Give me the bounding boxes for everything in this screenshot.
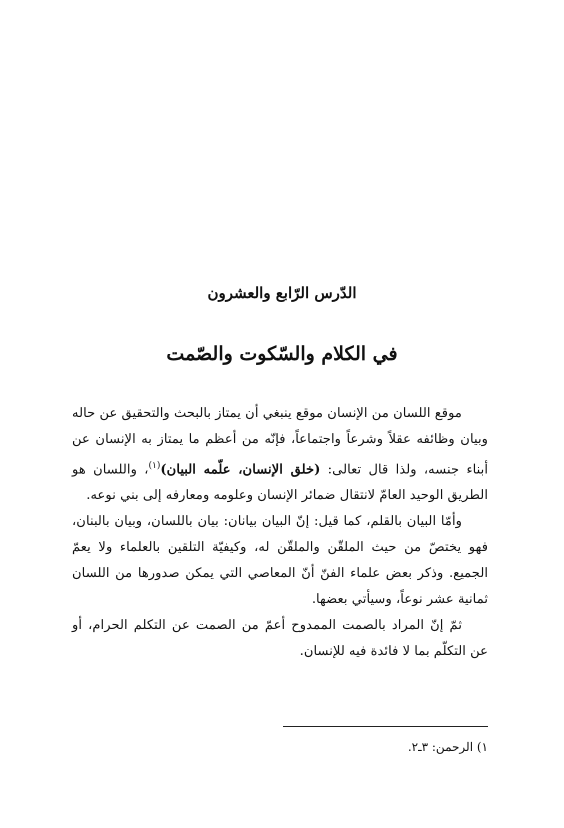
paragraph-1 — [72, 401, 488, 509]
paragraph-2: وأمّا البيان بالقلم، كما قيل: إنّ البيان بيانان: بيان باللسان، وبيان بالبنان، فهو يختصّ من حيث الملقّن والملقّن له، وكيفيّة التلقين بالعلماء ولا يعمّ الجميع. وذكر بعض علماء الفنّ أنّ المعاصي التي يمكن صدورها من اللسان ثمانية عشر نوعاً، وسيأتي بعضها. — [72, 514, 488, 608]
lesson-title: الدّرس الرّابع والعشرون — [207, 284, 357, 302]
footnote-divider — [283, 726, 488, 727]
main-title: في الكلام والسّكوت والصّمت — [166, 343, 398, 365]
paragraph-1-start: موقع اللسان من الإنسان موقع ينبغي أن يمتاز بالبحث والتحقيق عن حاله وبيان وظائفه عقلاً وشرعاً واجتماعاً، فإنّه من أعظم ما يمتاز به الإنسان عن أبناء جنسه، ولذا قال تعالى: — [72, 406, 488, 478]
footnote-ref: (١) — [148, 461, 161, 471]
paragraph-1-end: ، واللسان هو الطريق الوحيد العامّ لانتقال ضمائر الإنسان وعلومه ومعارفه إلى بني نوعه. — [72, 462, 488, 504]
body-text — [72, 401, 488, 665]
quran-quote: (خلق الإنسان، علّمه البيان) — [160, 462, 321, 478]
paragraph-3: ثمّ إنّ المراد بالصمت الممدوح أعمّ من الصمت عن التكلم الحرام، أو عن التكلّم بما لا فائدة فيه للإنسان. — [72, 618, 488, 660]
footnote: ١) الرحمن: ٣ـ٢. — [407, 740, 488, 754]
